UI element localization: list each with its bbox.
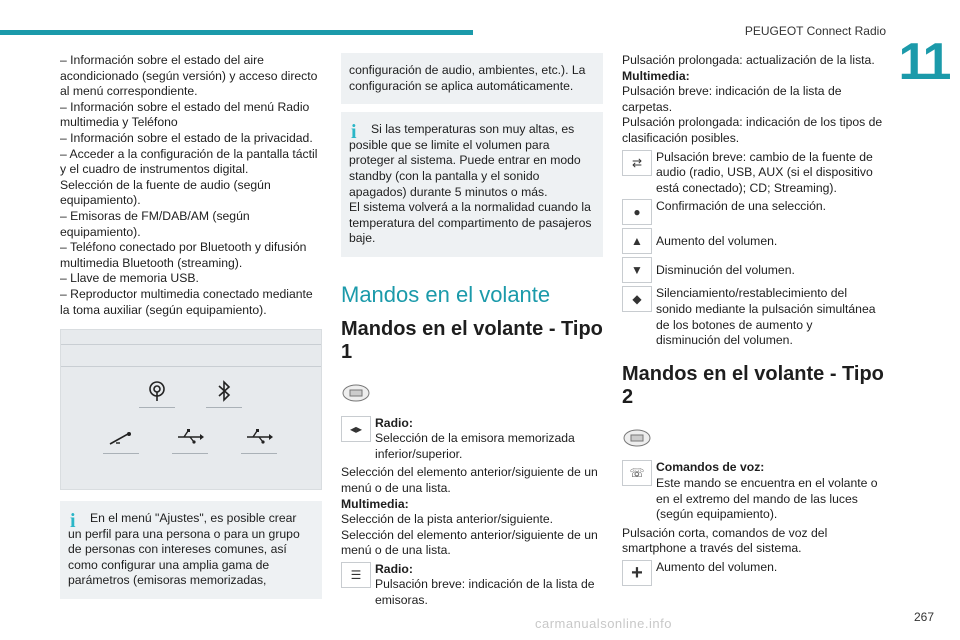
radio-control-icon: ◂▸ xyxy=(341,416,371,442)
note-text: En el menú "Ajustes", es posible crear un perfil para una persona o para un grupo de personas con intereses comunes, así como configurar una amplia gama de parámetros (emisoras memorizadas, xyxy=(68,511,300,588)
info-icon: i xyxy=(70,510,76,533)
text: Este mando se encuentra en el volante o en el extremo del mando de las luces (según equipamiento). xyxy=(656,475,878,522)
page-header-title: PEUGEOT Connect Radio xyxy=(744,24,886,38)
text-line: Pulsación breve: indicación de la lista de carpetas. xyxy=(622,84,842,114)
chapter-number: 11 xyxy=(898,33,950,91)
icon-underline xyxy=(241,453,277,454)
text: Pulsación breve: cambio de la fuente de audio (radio, USB, AUX (si el dispositivo está conectado); CD; Streaming). xyxy=(656,149,873,195)
icon-underline xyxy=(139,407,175,408)
usb-icon xyxy=(241,428,277,449)
control-row xyxy=(622,150,884,197)
note-text: Si las temperaturas son muy altas, es posible que se limite el volumen para proteger al sistema. Puede entrar en modo standby (con la pantalla y el sonido apagados) durante 5 minutos o más. xyxy=(349,122,581,199)
audio-source-screen-illustration xyxy=(60,329,322,490)
aux-icon xyxy=(103,428,139,451)
radio-icon xyxy=(139,380,175,405)
column-3 xyxy=(622,53,884,589)
volume-down-control-icon: ▼ xyxy=(622,257,652,283)
note-text: El sistema volverá a la normalidad cuando la temperatura del compartimento de pasajeros baje. xyxy=(349,200,592,246)
page-number: 267 xyxy=(913,610,934,624)
steering-wheel-icon xyxy=(622,427,652,449)
usb-icon xyxy=(172,428,208,449)
source-control-icon: ⇄ xyxy=(622,150,652,176)
text-line: – Información sobre el estado del aire acondicionado (según versión) y acceso directo al menú correspondiente. xyxy=(60,53,318,99)
section-title: Mandos en el volante xyxy=(341,281,551,307)
mute-control-icon: ◆ xyxy=(622,286,652,312)
column-2 xyxy=(341,53,603,612)
label: Comandos de voz xyxy=(656,460,761,475)
voice-command-icon: ☏ xyxy=(622,460,652,486)
text: Pulsación breve: indicación de la lista de emisoras. xyxy=(375,577,595,608)
control-row xyxy=(341,562,603,609)
text: Aumento del volumen. xyxy=(656,559,778,574)
screen-divider xyxy=(61,366,321,367)
text-line: – Información sobre el estado de la privacidad. xyxy=(60,130,313,145)
plus-icon: + xyxy=(622,560,652,586)
control-row xyxy=(622,286,884,348)
text-line: Selección del elemento anterior/siguiente de un menú o de una lista. xyxy=(341,465,598,495)
text-line: – Emisoras de FM/DAB/AM (según equipamiento). xyxy=(60,208,250,239)
screen-divider xyxy=(61,344,321,345)
text: Silenciamiento/restablecimiento del sonido mediante la pulsación simultánea de los botones de aumento y disminución del volumen. xyxy=(656,286,876,348)
info-note-continued xyxy=(341,53,603,104)
note-text: configuración de audio, ambientes, etc.). La configuración se aplica automáticamente. xyxy=(349,63,586,93)
bluetooth-icon xyxy=(206,380,242,405)
text-line: Pulsación prolongada: indicación de los tipos de clasificación posibles. xyxy=(622,115,883,145)
label: Multimedia: xyxy=(622,68,690,83)
watermark: carmanualsonline.info xyxy=(535,616,672,631)
icon-underline xyxy=(103,453,139,454)
text-line: Pulsación corta, comandos de voz del smartphone a través del sistema. xyxy=(622,525,828,556)
info-icon: i xyxy=(351,121,357,144)
text-line: – Acceder a la configuración de la pantalla táctil y el cuadro de instrumentos digital. xyxy=(60,146,318,177)
volume-up-control-icon: ▲ xyxy=(622,228,652,254)
icon-underline xyxy=(206,407,242,408)
text: Selección de la emisora memorizada inferior/superior. xyxy=(375,431,575,461)
column-1 xyxy=(60,53,322,599)
control-row xyxy=(622,228,884,254)
text: Aumento del volumen. xyxy=(656,234,778,249)
text-line: Pulsación prolongada: actualización de la lista. xyxy=(622,53,875,67)
label: Radio: xyxy=(375,415,413,430)
text: Confirmación de una selección. xyxy=(656,199,827,214)
control-row: ☏ Comandos de voz: Este mando se encuentra en el volante o en el extremo del mando de las luces (según equipamiento). xyxy=(622,460,884,522)
icon-underline xyxy=(172,453,208,454)
header-accent-bar xyxy=(0,30,473,35)
list-control-icon: ☰ xyxy=(341,562,371,588)
text: Disminución del volumen. xyxy=(656,263,795,278)
subsection-title: Mandos en el volante - Tipo 2 xyxy=(622,362,884,408)
text-line: Selección de la pista anterior/siguiente. xyxy=(341,512,554,527)
info-note xyxy=(60,501,322,599)
text-line: Selección de la fuente de audio (según equipamiento). xyxy=(60,177,271,208)
text-line: Selección del elemento anterior/siguiente de un menú o de una lista. xyxy=(341,527,598,558)
control-row xyxy=(622,257,884,283)
control-row xyxy=(622,560,884,586)
text-line: – Teléfono conectado por Bluetooth y difusión multimedia Bluetooth (streaming). xyxy=(60,240,307,270)
subsection-title: Mandos en el volante - Tipo 1 xyxy=(341,317,603,363)
text-line: – Llave de memoria USB. xyxy=(60,271,199,286)
control-row xyxy=(341,416,603,463)
text-line: – Reproductor multimedia conectado mediante la toma auxiliar (según equipamiento). xyxy=(60,286,313,317)
confirm-control-icon: ● xyxy=(622,199,652,225)
label: Radio: xyxy=(375,561,413,576)
steering-wheel-icon xyxy=(341,382,371,404)
info-note xyxy=(341,112,603,257)
label: Multimedia: xyxy=(341,496,409,511)
control-row xyxy=(622,199,884,225)
text-line: – Información sobre el estado del menú Radio multimedia y Teléfono xyxy=(60,99,310,130)
